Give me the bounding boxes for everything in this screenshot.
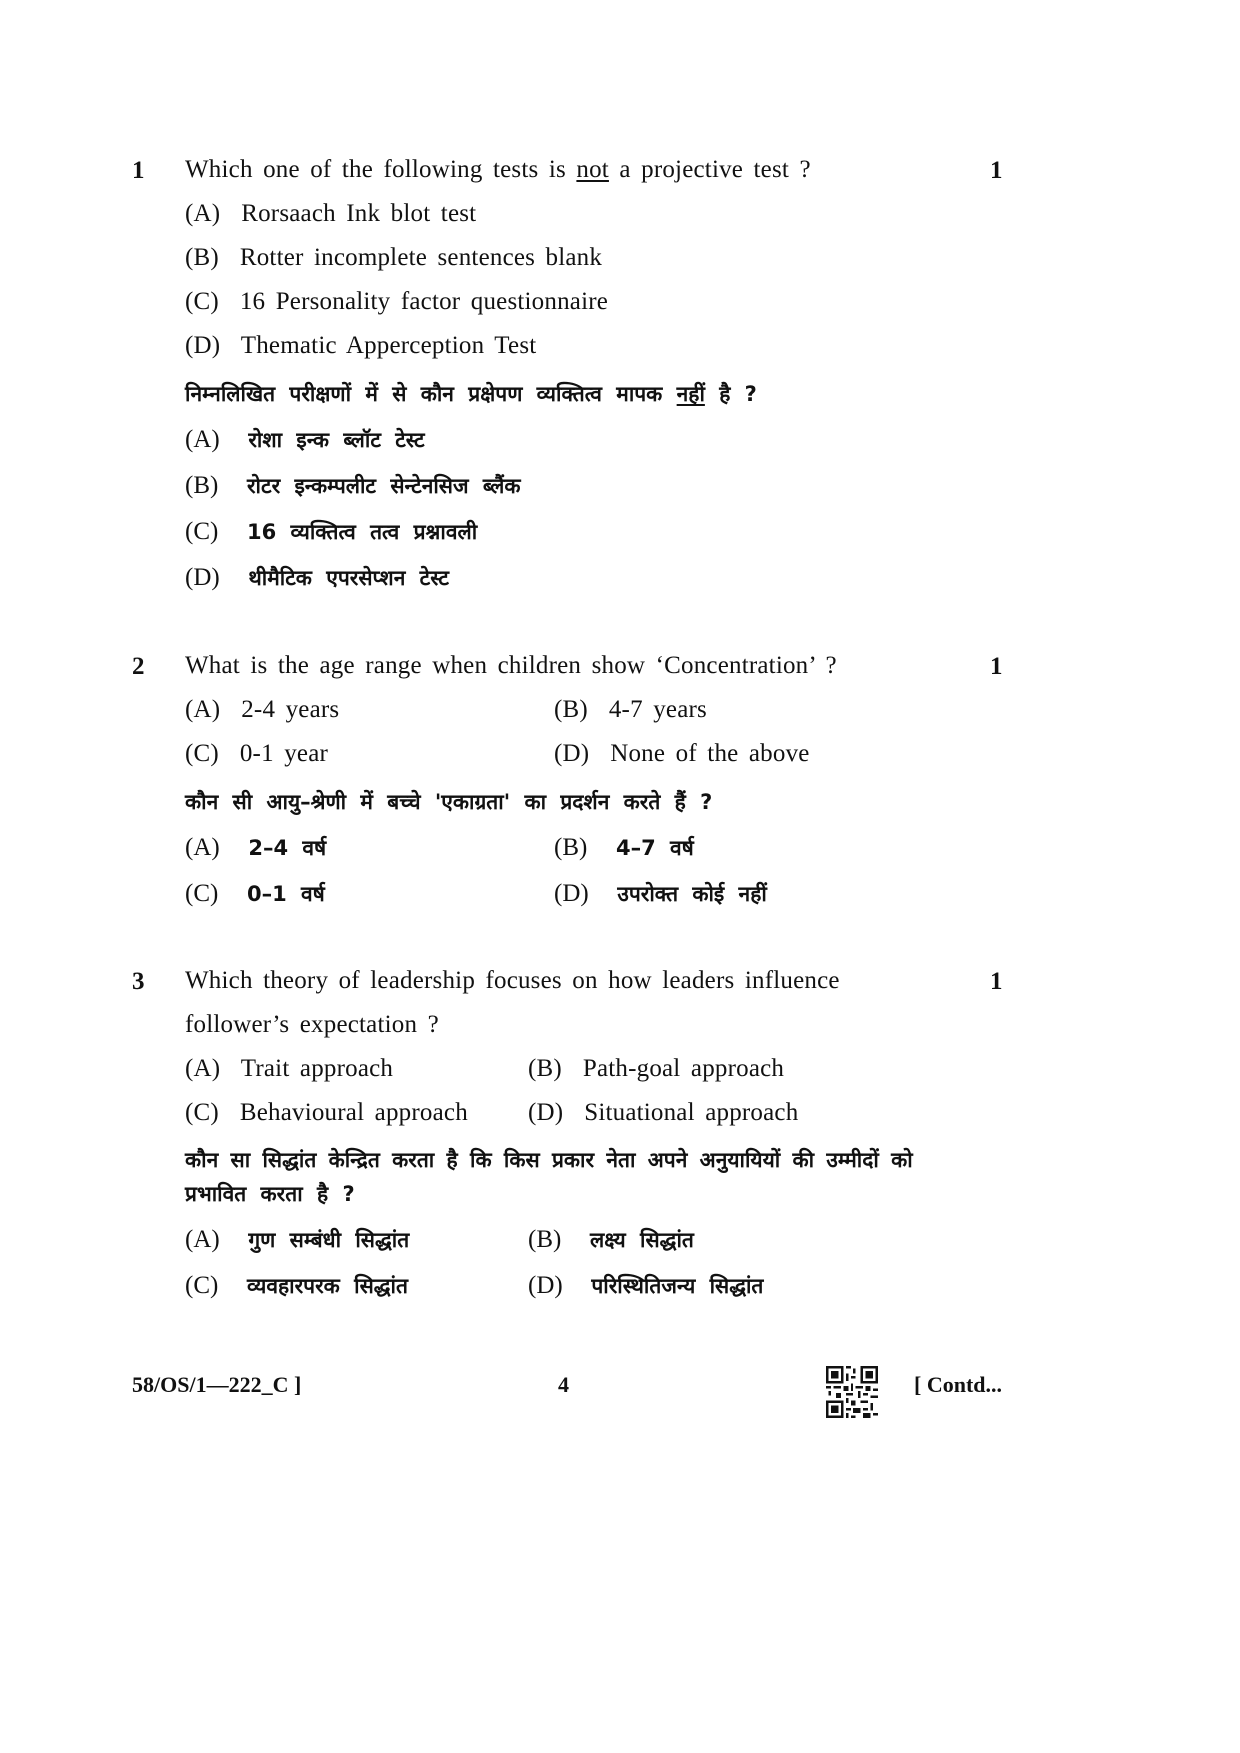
question-marks: 1 <box>990 968 1003 995</box>
option-c-en: (C) Behavioural approach <box>185 1099 468 1126</box>
question-text-hi-line2: प्रभावित करता है ? <box>185 1182 355 1206</box>
continued-label: [ Contd... <box>914 1372 1003 1397</box>
question-text-en-line2: follower’s expectation ? <box>185 1011 439 1038</box>
option-c-hi: (C) व्यवहारपरक सिद्धांत <box>185 1272 408 1299</box>
page-number: 4 <box>558 1372 569 1397</box>
emphasis-nahin: नहीं <box>676 382 705 406</box>
option-b-hi: (B) लक्ष्य सिद्धांत <box>528 1226 694 1253</box>
question-text-en: What is the age range when children show ‘Concentration’ ? <box>185 652 837 679</box>
question-text-hi-line1: कौन सा सिद्धांत केन्द्रित करता है कि किस प्रकार नेता अपने अनुयायियों की उम्मीदों को <box>185 1148 913 1172</box>
option-d-en: (D) Situational approach <box>528 1099 799 1126</box>
option-c-en: (C) 16 Personality factor questionnaire <box>185 288 609 315</box>
option-b-en: (B) Rotter incomplete sentences blank <box>185 244 603 271</box>
option-a-en: (A) Rorsaach Ink blot test <box>185 200 477 227</box>
option-b-en: (B) 4-7 years <box>554 696 707 723</box>
option-c-hi: (C) 16 व्यक्तित्व तत्व प्रश्नावली <box>185 518 478 545</box>
paper-code: 58/OS/1—222_C ] <box>132 1372 302 1397</box>
question-number: 1 <box>132 157 145 184</box>
question-number: 2 <box>132 653 145 680</box>
question-text-en: Which one of the following tests is not a projective test ? <box>185 156 811 183</box>
option-d-hi: (D) थीमैटिक एपरसेप्शन टेस्ट <box>185 564 450 591</box>
option-a-en: (A) 2-4 years <box>185 696 340 723</box>
option-d-hi: (D) उपरोक्त कोई नहीं <box>554 880 767 907</box>
option-b-hi: (B) 4–7 वर्ष <box>554 834 694 861</box>
question-number: 3 <box>132 968 145 995</box>
question-text-en-line1: Which theory of leadership focuses on how leaders influence <box>185 967 840 994</box>
option-a-hi: (A) 2–4 वर्ष <box>185 834 327 861</box>
option-c-hi: (C) 0–1 वर्ष <box>185 880 325 907</box>
question-text-hi: निम्नलिखित परीक्षणों में से कौन प्रक्षेपण व्यक्तित्व मापक नहीं है ? <box>185 382 757 406</box>
question-marks: 1 <box>990 653 1003 680</box>
question-marks: 1 <box>990 157 1003 184</box>
option-d-en: (D) None of the above <box>554 740 810 767</box>
option-a-hi: (A) गुण सम्बंधी सिद्धांत <box>185 1226 410 1253</box>
option-a-hi: (A) रोशा इन्क ब्लॉट टेस्ट <box>185 426 425 453</box>
option-b-hi: (B) रोटर इन्कम्पलीट सेन्टेनसिज ब्लैंक <box>185 472 521 499</box>
option-d-hi: (D) परिस्थितिजन्य सिद्धांत <box>528 1272 764 1299</box>
option-b-en: (B) Path-goal approach <box>528 1055 785 1082</box>
question-text-hi: कौन सी आयु–श्रेणी में बच्चे 'एकाग्रता' का प्रदर्शन करते हैं ? <box>185 790 713 814</box>
option-d-en: (D) Thematic Apperception Test <box>185 332 537 359</box>
option-a-en: (A) Trait approach <box>185 1055 394 1082</box>
emphasis-not: not <box>576 156 609 183</box>
option-c-en: (C) 0-1 year <box>185 740 329 767</box>
qr-code-icon <box>826 1366 878 1418</box>
